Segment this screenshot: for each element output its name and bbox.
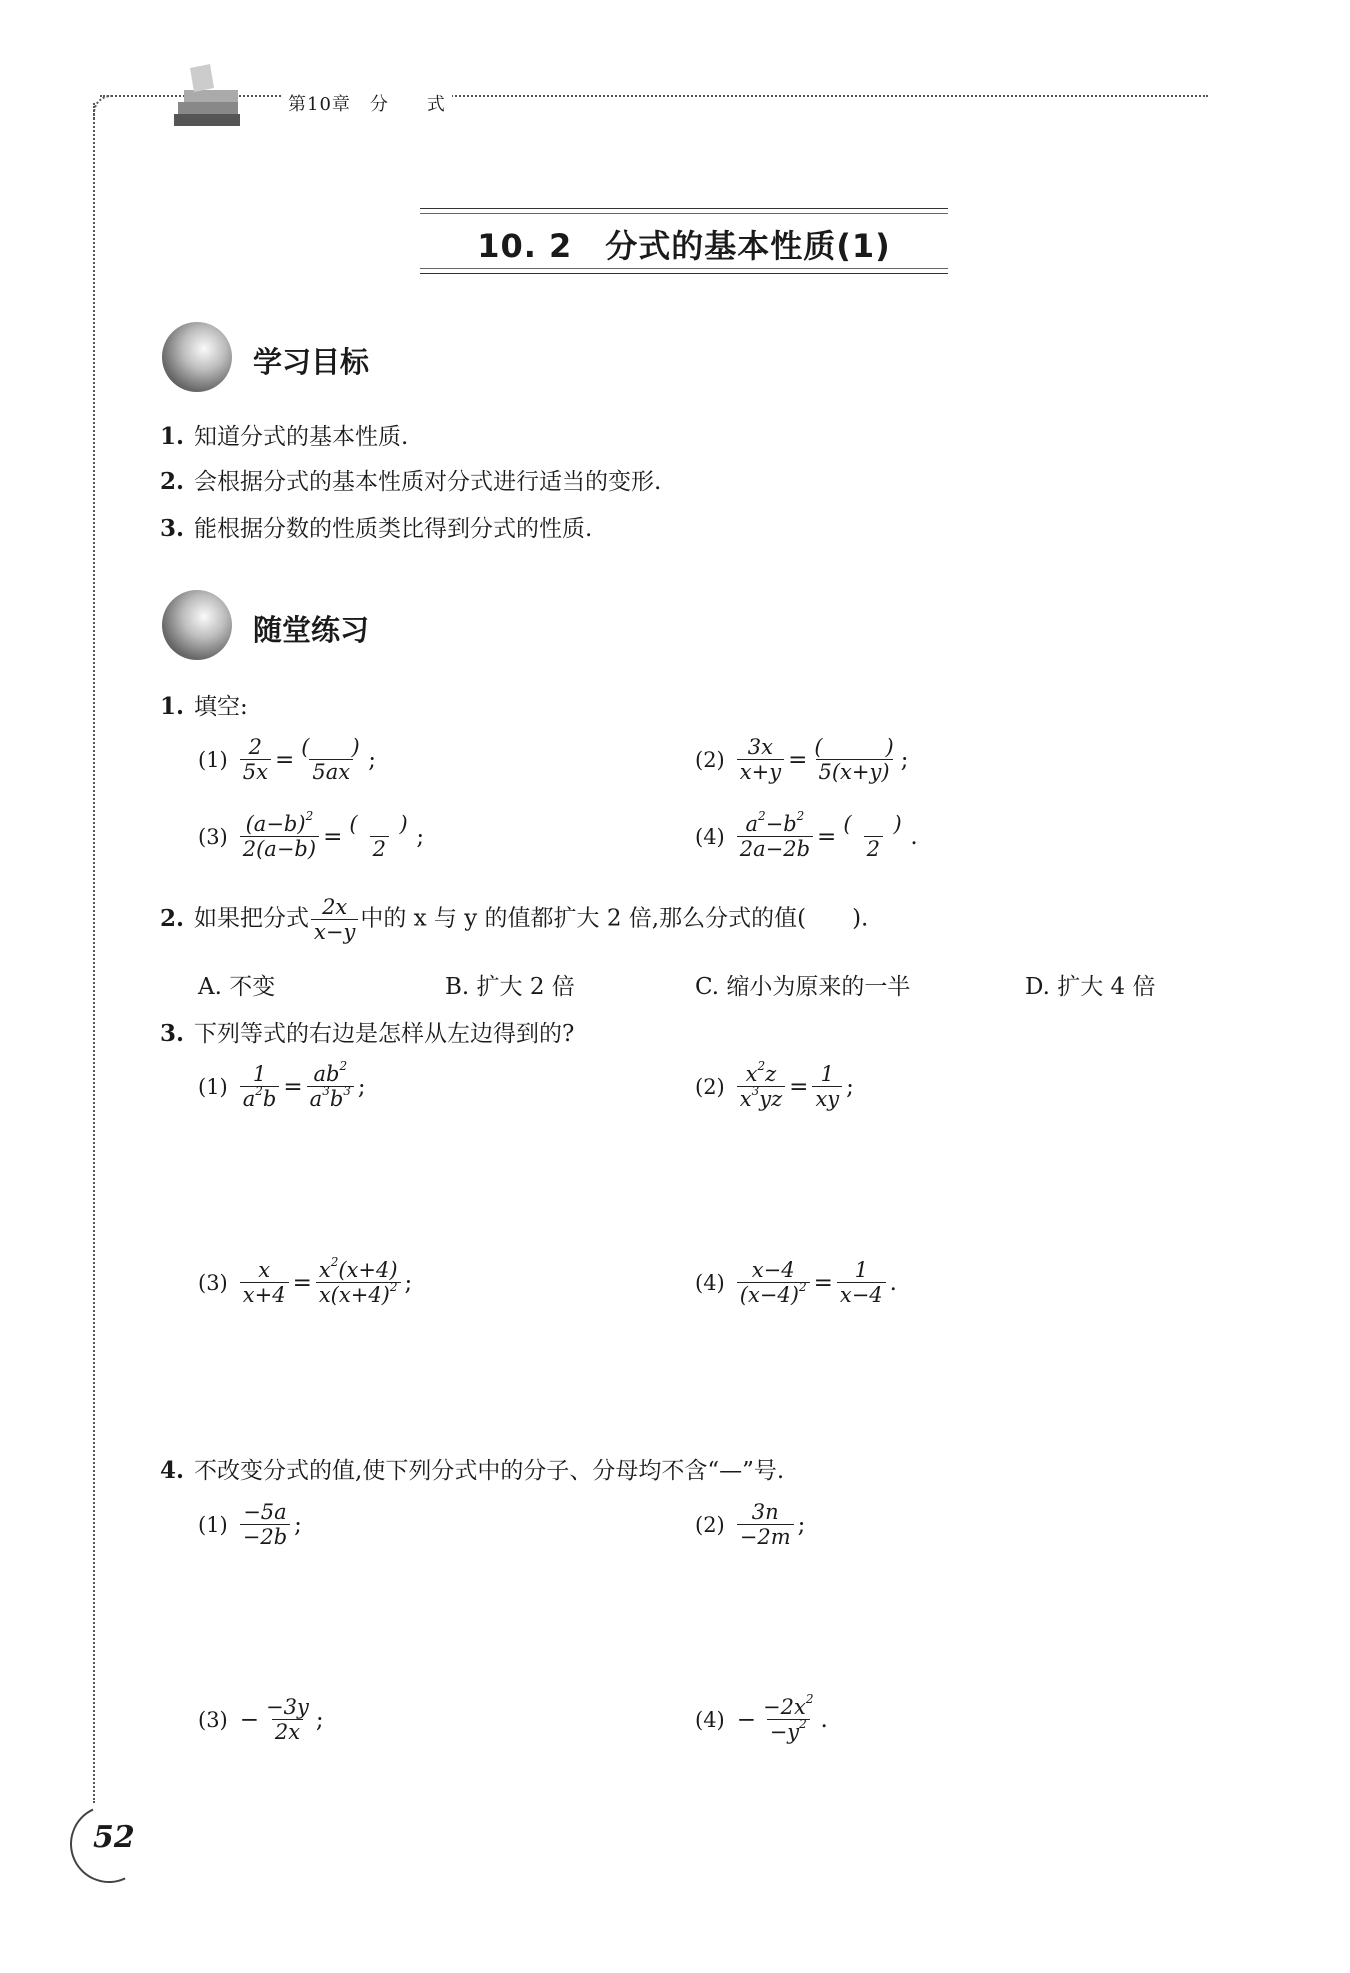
question-3: 3. 下列等式的右边是怎样从左边得到的? [160,1020,575,1047]
q1-part-1: (1) $\frac{2}{5x}$ = $\frac{( )}{5ax}$ ; [198,735,376,785]
q1-part-3: (3) $\frac{(a-b)^2}{2(a-b)}$ = $\frac{( )}{2}$ ; [198,809,425,862]
q1-part-2: (2) $\frac{3x}{x+y}$ = $\frac{( )}{5(x+y)}$ ; [695,735,909,785]
globe-icon [162,322,232,392]
q4-part-2: (2) $\frac{3n}{-2m}$ ; [695,1500,806,1550]
q1-part-4: (4) $\frac{a^2-b^2}{2a-2b}$ = $\frac{( )}{2}$ . [695,809,918,862]
q2-option-d: D. 扩大 4 倍 [1025,974,1156,1000]
books-icon [170,62,250,134]
page-title: 10. 2 分式的基本性质(1) [477,227,891,265]
page-number: 52 [93,1820,135,1855]
q2-option-b: B. 扩大 2 倍 [445,974,575,1000]
margin-dotted-rule [93,103,95,1803]
q3-part-3: (3) $\frac{x}{x+4}$ = $\frac{x^2(x+4)}{x(x+4)^2}$ ; [198,1255,413,1308]
header-dotted-rule [100,95,1208,97]
q3-part-2: (2) $\frac{x^2z}{x^3yz}$ = $\frac{1}{xy}$ ; [695,1059,854,1112]
q2-option-c: C. 缩小为原来的一半 [695,974,911,1000]
section-heading-practice: 随堂练习 [253,613,370,647]
frame-corner [93,95,117,119]
goal-item: 3. 能根据分数的性质类比得到分式的性质. [160,515,593,542]
q4-part-4: (4) − $\frac{-2x^2}{-y^2}$ . [695,1692,828,1745]
title-box [420,208,948,274]
q2-option-a: A. 不变 [198,974,276,1000]
chapter-header: 第10章 分 式 [282,90,452,116]
q3-part-4: (4) $\frac{x-4}{(x-4)^2}$ = $\frac{1}{x-4}$ . [695,1258,897,1308]
globe-icon [162,590,232,660]
question-1: 1. 填空: [160,693,248,720]
goal-item: 1. 知道分式的基本性质. [160,423,409,450]
q4-part-3: (3) − $\frac{-3y}{2x}$ ; [198,1695,324,1745]
question-2: 2. 如果把分式 $\frac{2x}{x-y}$ 中的 x 与 y 的值都扩大 2 倍,那么分式的值( ). [160,895,869,945]
q4-part-1: (1) $\frac{-5a}{-2b}$ ; [198,1500,302,1550]
q3-part-1: (1) $\frac{1}{a^2b}$ = $\frac{ab^2}{a^3b^3}$ ; [198,1059,366,1112]
question-4: 4. 不改变分式的值,使下列分式中的分子、分母均不含“—”号. [160,1457,785,1484]
goal-item: 2. 会根据分式的基本性质对分式进行适当的变形. [160,468,662,495]
section-heading-goals: 学习目标 [253,345,370,379]
